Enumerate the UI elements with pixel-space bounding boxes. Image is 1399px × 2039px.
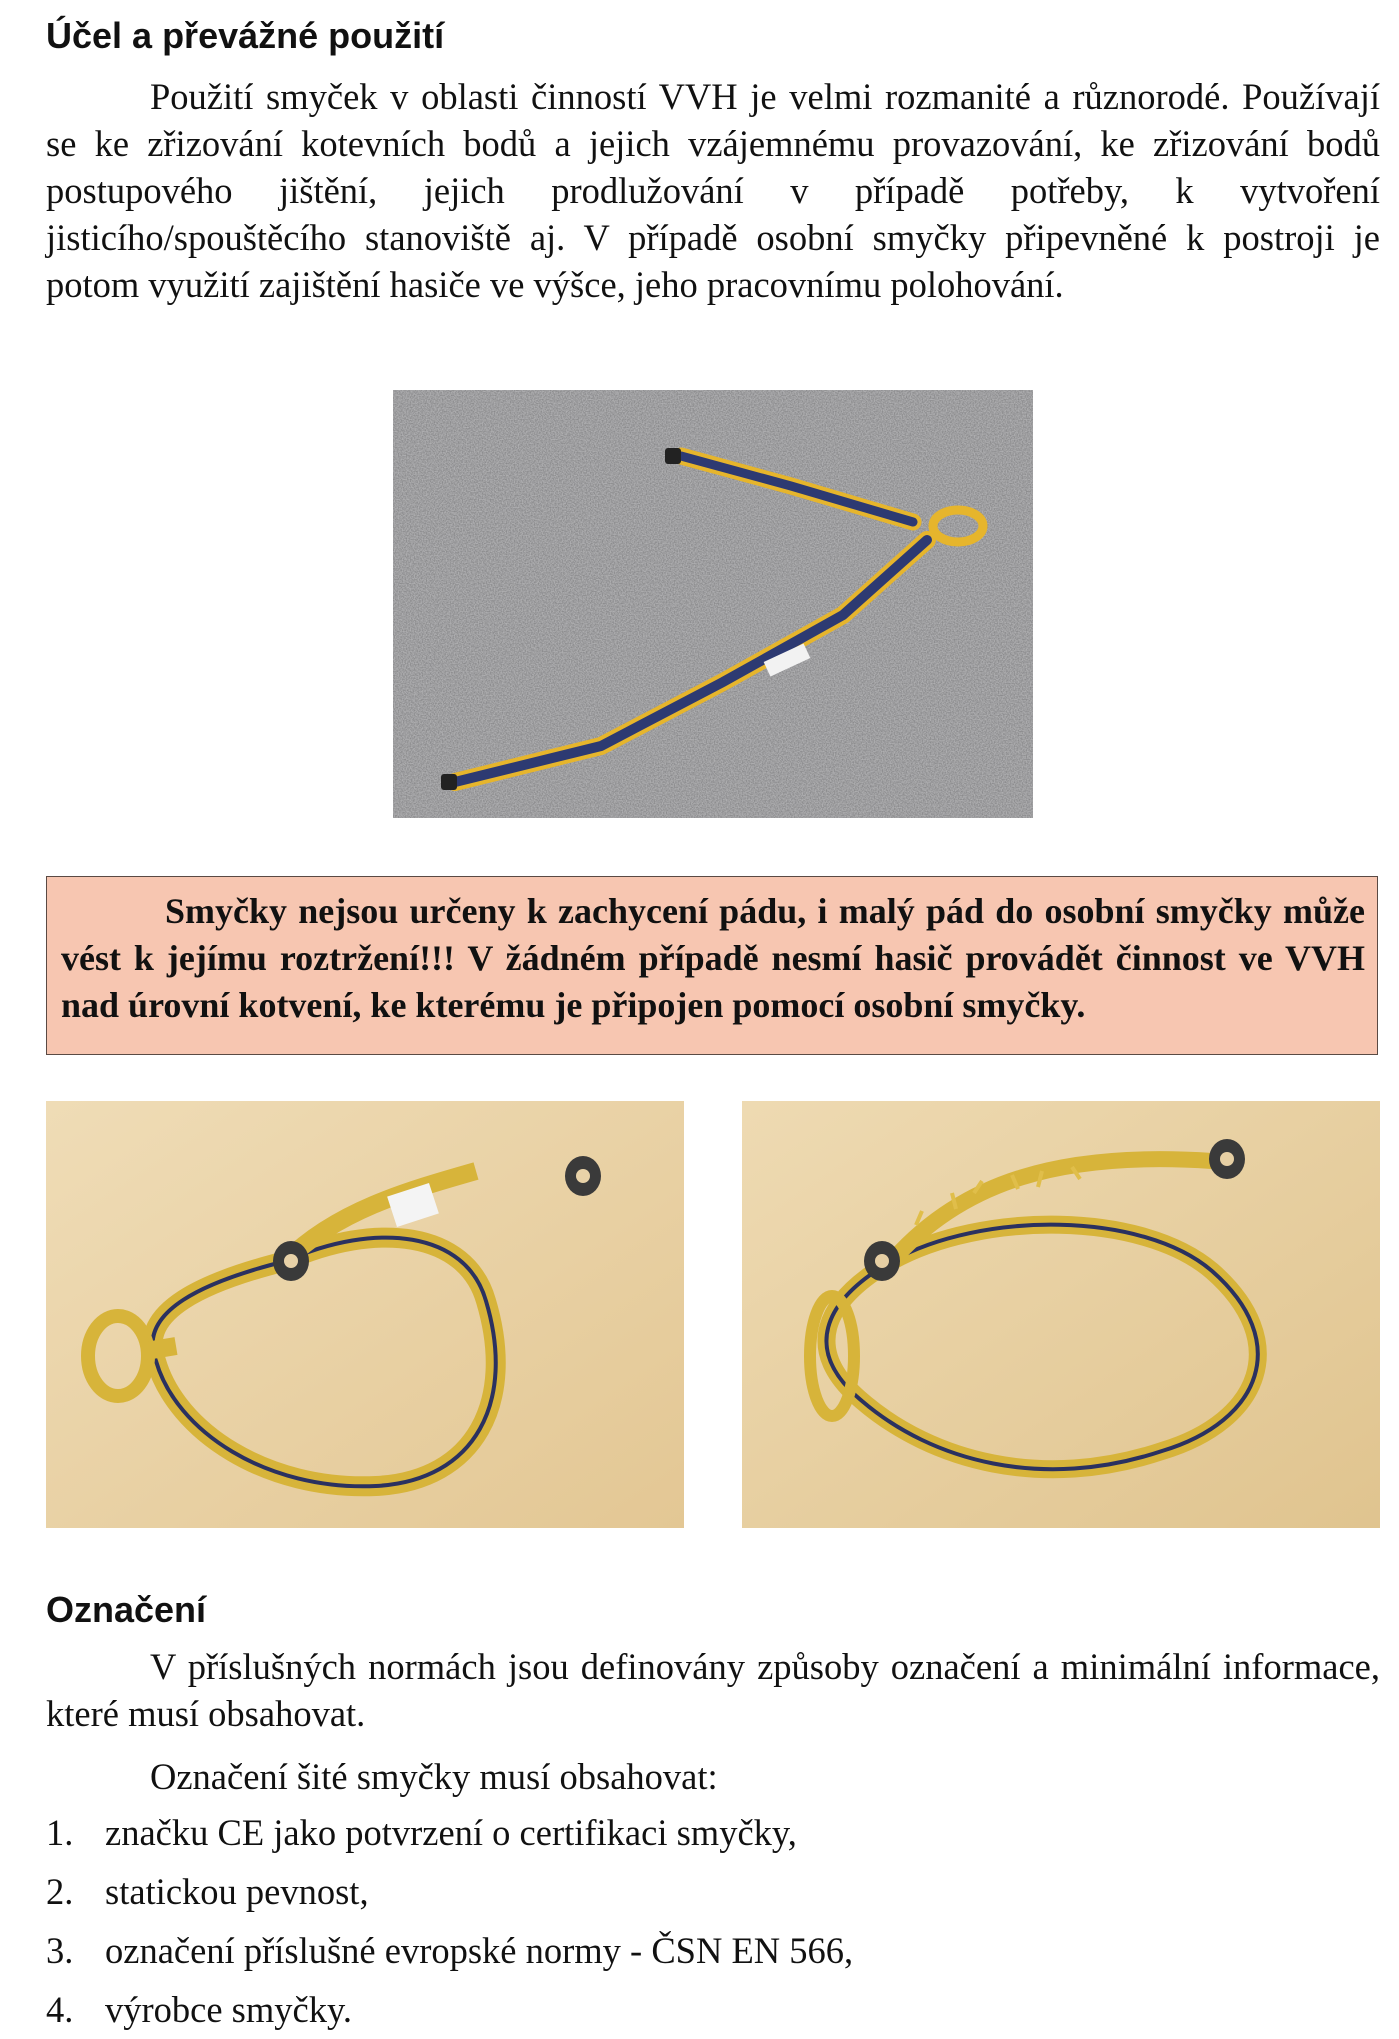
marking-paragraph: V příslušných normách jsou definovány způsoby označení a minimální informace, které musí obsahovat. xyxy=(46,1646,1380,1734)
warning-box xyxy=(46,876,1378,1055)
sling-photo-new xyxy=(46,1101,684,1528)
sling-photo-asphalt xyxy=(393,390,1033,818)
marking-requirements-list xyxy=(46,1803,853,2039)
list-item xyxy=(46,1980,853,2039)
section-heading-purpose: Účel a převážné použití xyxy=(46,15,445,56)
warning-text: Smyčky nejsou určeny k zachycení pádu, i malý pád do osobní smyčky může vést k jejímu roztržení!!! V žádném případě nesmí hasič provádět činnost ve VVH nad úrovní kotvení, ke kterému je připojen pomocí osobní smyčky. xyxy=(61,891,1365,1025)
marking-intro: Označení šité smyčky musí obsahovat: xyxy=(150,1756,718,1797)
sling-photo-torn xyxy=(742,1101,1380,1528)
list-item-number: 2. xyxy=(46,1871,74,1912)
list-item-number: 1. xyxy=(46,1812,74,1853)
section-heading-marking: Označení xyxy=(46,1589,207,1630)
list-item xyxy=(46,1921,853,1980)
list-item xyxy=(46,1862,853,1921)
purpose-paragraph: Použití smyček v oblasti činností VVH je velmi rozmanité a různorodé. Používají se ke zřizování kotevních bodů a jejich vzájemnému provazování, ke zřizování bodů postupového jištění, jejich prodlužování v případě potřeby, k vytvoření jisticího/spouštěcího stanoviště aj. V případě osobní smyčky připevněné k postroji je potom využití zajištění hasiče ve výšce, jeho pracovnímu polohování. xyxy=(46,76,1380,305)
list-item-number: 3. xyxy=(46,1930,74,1971)
list-item xyxy=(46,1803,853,1862)
list-item-number: 4. xyxy=(46,1989,74,2030)
list-item-text: statickou pevnost, xyxy=(105,1871,369,1912)
list-item-text: označení příslušné evropské normy - ČSN EN 566, xyxy=(105,1930,854,1971)
list-item-text: výrobce smyčky. xyxy=(105,1989,352,2030)
list-item-text: značku CE jako potvrzení o certifikaci smyčky, xyxy=(105,1812,797,1853)
